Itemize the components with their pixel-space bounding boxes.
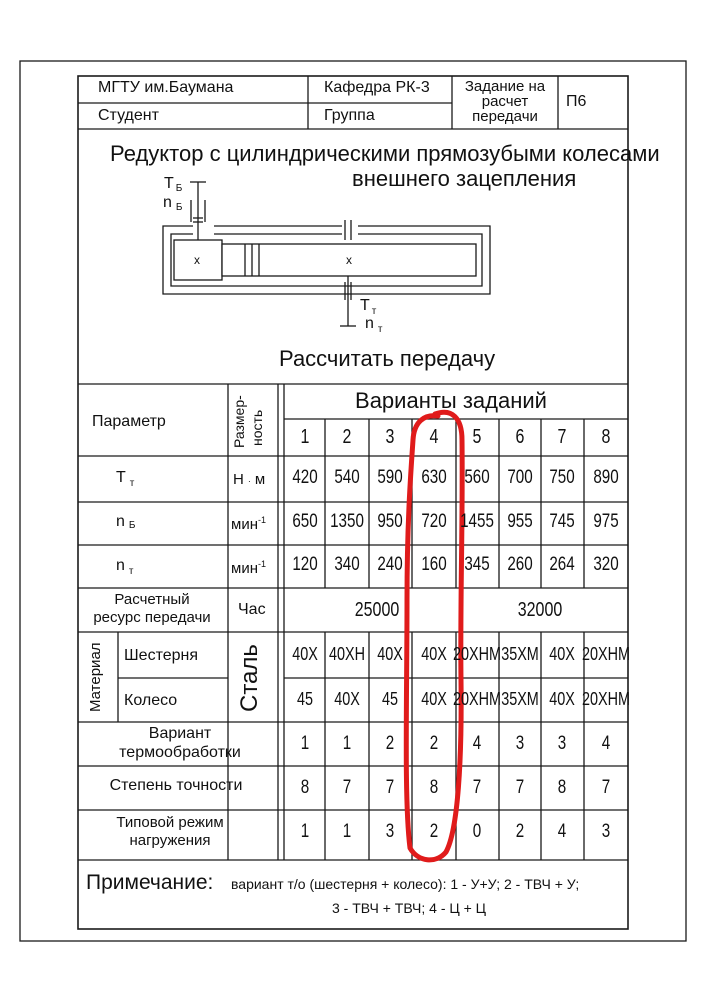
output-torque-label: T $_т$ [360, 297, 377, 317]
accuracy-value-1: 8 [300, 777, 310, 798]
calculate-subtitle: Рассчитать передачу [279, 346, 496, 371]
output-speed-value-6: 260 [507, 554, 533, 575]
department-name: Кафедра РК-3 [324, 79, 430, 96]
torque-value-8: 890 [593, 467, 619, 488]
accuracy-value-8: 7 [601, 777, 611, 798]
student-label: Студент [98, 107, 159, 124]
accuracy-label: Степень точности [109, 777, 243, 794]
speed-unit-input: мин$^{-1}$ [231, 515, 266, 533]
load-mode-value-4: 2 [429, 821, 439, 842]
pinion-material-1: 40Х [292, 644, 318, 664]
university-name: МГТУ им.Баумана [98, 79, 234, 96]
input-speed-value-8: 975 [593, 511, 619, 532]
input-speed-value-2: 1350 [330, 511, 364, 532]
variant-number-8: 8 [601, 426, 611, 448]
input-speed-value-1: 650 [292, 511, 318, 532]
heat-treatment-value-7: 3 [557, 733, 567, 754]
output-speed-value-3: 240 [377, 554, 403, 575]
torque-unit: Н · м [233, 471, 266, 488]
accuracy-value-6: 7 [515, 777, 525, 798]
resource-unit: Час [238, 601, 266, 618]
output-speed-value-1: 120 [292, 554, 318, 575]
material-group-label: Материал [87, 642, 104, 712]
resource-value-group1: 25000 [354, 599, 400, 621]
output-torque-param: T $_т$ [116, 469, 135, 489]
input-speed-value-5: 1455 [460, 511, 494, 532]
heat-treatment-value-8: 4 [601, 733, 611, 754]
torque-value-4: 630 [421, 467, 447, 488]
task-title-line3: передачи [472, 108, 538, 125]
input-speed-value-3: 950 [377, 511, 403, 532]
pinion-mark: x [194, 253, 200, 267]
torque-value-7: 750 [549, 467, 575, 488]
gear-material-3: 45 [381, 689, 399, 709]
speed-unit-output: мин$^{-1}$ [231, 559, 266, 577]
output-speed-value-7: 264 [549, 554, 575, 575]
note-line2: 3 - ТВЧ + ТВЧ; 4 - Ц + Ц [332, 900, 487, 916]
variant-number-3: 3 [385, 426, 395, 448]
accuracy-value-7: 8 [557, 777, 567, 798]
load-mode-value-2: 1 [342, 821, 352, 842]
pinion-material-8: 20ХНМ [581, 644, 631, 664]
torque-value-2: 540 [334, 467, 360, 488]
resource-label-line2: ресурс передачи [93, 609, 211, 626]
load-mode-value-7: 4 [557, 821, 567, 842]
form-code: П6 [566, 93, 587, 110]
accuracy-value-2: 7 [342, 777, 352, 798]
load-mode-value-1: 1 [300, 821, 310, 842]
input-speed-value-4: 720 [421, 511, 447, 532]
output-speed-value-8: 320 [593, 554, 619, 575]
torque-value-1: 420 [292, 467, 318, 488]
gear-label: Колесо [124, 692, 178, 709]
variant-number-7: 7 [557, 426, 567, 448]
input-torque-label: T Б [164, 175, 183, 194]
output-speed-value-5: 345 [464, 554, 490, 575]
input-speed-param: n Б [116, 513, 136, 531]
gear-material-6: 35ХМ [501, 689, 539, 709]
load-mode-value-6: 2 [515, 821, 525, 842]
output-speed-param: n $_т$ [116, 557, 134, 577]
input-speed-value-7: 745 [549, 511, 575, 532]
reducer-title-line1: Редуктор с цилиндрическими прямозубыми колесами [110, 141, 660, 166]
heat-label-line2: термообработки [119, 744, 241, 761]
group-label: Группа [324, 107, 375, 124]
accuracy-value-5: 7 [472, 777, 482, 798]
gear-material-4: 40Х [421, 689, 447, 709]
mode-label-line2: нагружения [129, 832, 211, 849]
steel-label: Сталь [236, 644, 263, 712]
dimension-header: Размер- ность [231, 395, 265, 448]
output-speed-value-4: 160 [421, 554, 447, 575]
variant-number-1: 1 [300, 426, 310, 448]
heat-treatment-value-2: 1 [342, 733, 352, 754]
variant-number-6: 6 [515, 426, 525, 448]
gear-material-7: 40Х [549, 689, 575, 709]
pinion-label: Шестерня [124, 647, 199, 664]
torque-value-6: 700 [507, 467, 533, 488]
pinion-material-2: 40ХН [328, 644, 366, 664]
note-title: Примечание: [86, 871, 214, 894]
torque-value-3: 590 [377, 467, 403, 488]
resource-value-group2: 32000 [517, 599, 563, 621]
gear-material-8: 20ХНМ [581, 689, 631, 709]
heat-label-line1: Вариант [148, 725, 212, 742]
load-mode-value-5: 0 [472, 821, 482, 842]
variant-number-5: 5 [472, 426, 482, 448]
output-speed-value-2: 340 [334, 554, 360, 575]
gear-material-1: 45 [296, 689, 314, 709]
accuracy-value-4: 8 [429, 777, 439, 798]
gear-material-2: 40Х [334, 689, 360, 709]
gear-material-5: 20ХНМ [452, 689, 502, 709]
input-speed-label: n Б [163, 194, 183, 213]
pinion-material-4: 40Х [421, 644, 447, 664]
load-mode-value-3: 3 [385, 821, 395, 842]
load-mode-value-8: 3 [601, 821, 611, 842]
accuracy-value-3: 7 [385, 777, 395, 798]
task-title-line2: расчет [481, 93, 529, 110]
task-title-line1: Задание на [464, 78, 546, 95]
input-speed-value-6: 955 [507, 511, 533, 532]
heat-treatment-value-3: 2 [385, 733, 395, 754]
heat-treatment-value-4: 2 [429, 733, 439, 754]
resource-label-line1: Расчетный [114, 591, 190, 608]
pinion-material-5: 20ХНМ [452, 644, 502, 664]
variants-header: Варианты заданий [355, 388, 547, 413]
heat-treatment-value-5: 4 [472, 733, 482, 754]
heat-treatment-value-1: 1 [300, 733, 310, 754]
gearbox-scheme [163, 182, 490, 326]
torque-value-5: 560 [464, 467, 490, 488]
pinion-material-6: 35ХМ [501, 644, 539, 664]
pinion-material-7: 40Х [549, 644, 575, 664]
parameter-header: Параметр [92, 413, 166, 430]
variant-number-4: 4 [429, 426, 439, 448]
pinion-material-3: 40Х [377, 644, 403, 664]
gear-mark: x [346, 253, 352, 267]
outer-frame [20, 61, 686, 941]
variant-number-2: 2 [342, 426, 352, 448]
note-line1: вариант т/о (шестерня + колесо): 1 - У+У; 2 - ТВЧ + У; [231, 876, 580, 892]
mode-label-line1: Типовой режим [116, 814, 224, 831]
heat-treatment-value-6: 3 [515, 733, 525, 754]
output-speed-label: n $_т$ [365, 315, 383, 335]
reducer-title-line2: внешнего зацепления [352, 166, 577, 191]
